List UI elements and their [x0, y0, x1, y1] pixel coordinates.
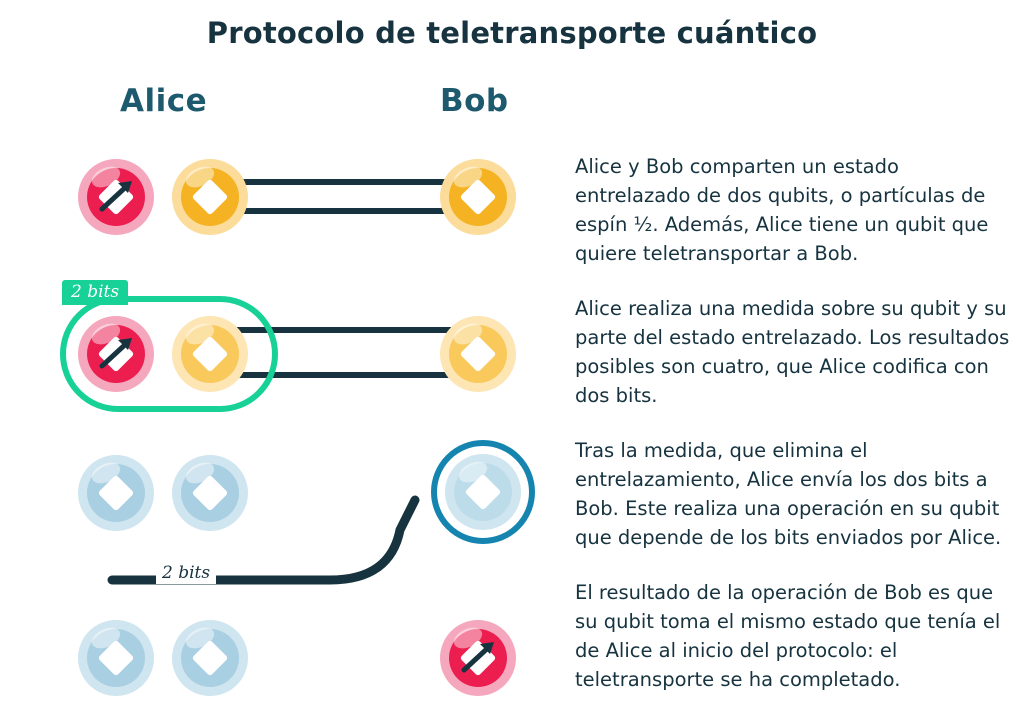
qubit-bob-final-teleported — [440, 620, 516, 696]
bits-label-top: 2 bits — [62, 280, 128, 305]
qubit-alice-collapsed-row3-b — [172, 455, 248, 531]
qubit-alice-final-a — [78, 620, 154, 696]
qubit-alice-final-b — [172, 620, 248, 696]
qubit-alice-entangled-row1 — [172, 159, 248, 235]
column-header-alice: Alice — [120, 83, 208, 119]
qubit-alice-entangled-row2 — [172, 316, 248, 392]
spin-arrow-icon — [78, 159, 154, 235]
spin-arrow-icon — [440, 620, 516, 696]
qubit-bob-operated-row3 — [445, 454, 521, 530]
explanation-text-column — [575, 152, 1015, 694]
paragraph-3: Tras la medida, que elimina el entrelazamiento, Alice envía los dos bits a Bob. Este realiza una operación en su qubit que depende de los bits enviados por Alice. — [575, 439, 1002, 549]
bits-label-bottom: 2 bits — [156, 562, 216, 584]
qubit-alice-message-row1 — [78, 159, 154, 235]
page-title: Protocolo de teletransporte cuántico — [206, 16, 818, 50]
spin-arrow-icon — [78, 316, 154, 392]
paragraph-4: El resultado de la operación de Bob es que su qubit toma el mismo estado que tenía el de Alice al inicio del protocolo: el teletransporte se ha completado. — [575, 581, 1001, 691]
qubit-bob-entangled-row1 — [440, 159, 516, 235]
paragraph-2: Alice realiza una medida sobre su qubit y su parte del estado entrelazado. Los resultados posibles son cuatro, que Alice codifica con dos bits. — [575, 297, 1010, 407]
qubit-alice-message-row2 — [78, 316, 154, 392]
paragraph-1: Alice y Bob comparten un estado entrelazado de dos qubits, o partículas de espín ½. Además, Alice tiene un qubit que quiere teletransportar a Bob. — [575, 155, 989, 265]
qubit-bob-entangled-row2 — [440, 316, 516, 392]
qubit-alice-collapsed-row3-a — [78, 455, 154, 531]
column-header-bob: Bob — [440, 83, 509, 119]
